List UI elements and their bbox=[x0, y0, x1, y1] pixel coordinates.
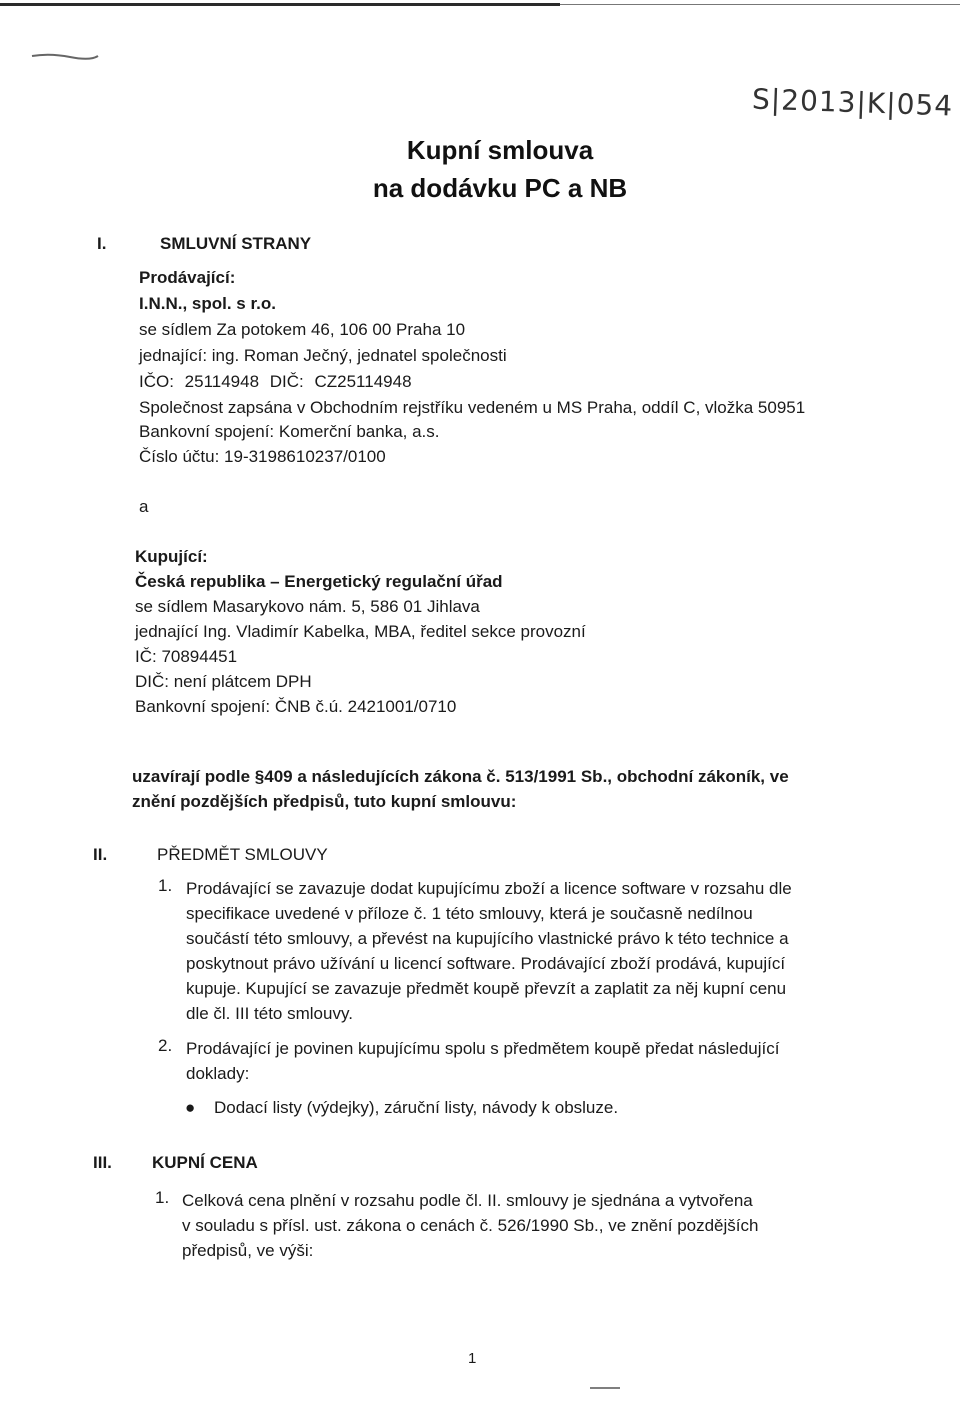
buyer-ic: IČ: 70894451 bbox=[135, 647, 238, 666]
section-3-number: III. bbox=[93, 1153, 112, 1172]
seller-registry: Společnost zapsána v Obchodním rejstříku vedeném u MS Praha, oddíl C, vložka 50951 bbox=[139, 398, 806, 417]
section-2-item-2-text: Prodávající je povinen kupujícímu spolu s předmětem koupě předat následující doklady: bbox=[186, 1039, 780, 1083]
document-title-line-2: na dodávku PC a NB bbox=[372, 173, 628, 203]
conjunction-and: a bbox=[139, 497, 149, 516]
section-2-title: PŘEDMĚT SMLOUVY bbox=[157, 845, 328, 864]
section-2-item-1-text: Prodávající se zavazuje dodat kupujícímu zboží a licence software v rozsahu dle specifikace uvedené v příloze č. 1 této smlouvy, která je současně nedílnou součástí této smlouvy, a převést na kupujícího vlastnické právo k této technice a poskytnout právo užívání u licencí software. Prodávající zboží prodává, kupující kupuje. Kupující se zavazuje předmět koupě převzít a zaplatit za něj kupní cenu dle čl. III této smlouvy. bbox=[186, 879, 792, 1023]
closing-statement-line-1: uzavírají podle §409 a následujících zákona č. 513/1991 Sb., obchodní zákoník, ve bbox=[132, 767, 789, 786]
section-3-title: KUPNÍ CENA bbox=[152, 1153, 258, 1172]
document-title-line-1: Kupní smlouva bbox=[406, 135, 594, 165]
section-2-item-2-number: 2. bbox=[158, 1036, 173, 1055]
seller-ids: IČO: 25114948 DIČ: CZ25114948 bbox=[139, 372, 412, 391]
handwritten-reference-number: S|2013|K|054 bbox=[751, 82, 954, 123]
seller-representative: jednající: ing. Roman Ječný, jednatel společnosti bbox=[139, 346, 507, 365]
scan-artifact-bottom-icon bbox=[590, 1386, 620, 1390]
page-number: 1 bbox=[468, 1350, 477, 1367]
seller-seat: se sídlem Za potokem 46, 106 00 Praha 10 bbox=[139, 320, 466, 339]
section-3-item-1-number: 1. bbox=[155, 1188, 170, 1207]
section-1-number: I. bbox=[97, 234, 107, 253]
buyer-dic: DIČ: není plátcem DPH bbox=[135, 672, 312, 691]
scan-top-border bbox=[0, 3, 560, 6]
buyer-representative: jednající Ing. Vladimír Kabelka, MBA, ředitel sekce provozní bbox=[135, 622, 586, 641]
seller-bank: Bankovní spojení: Komerční banka, a.s. bbox=[139, 422, 440, 441]
seller-label: Prodávající: bbox=[139, 268, 236, 287]
section-1-title: SMLUVNÍ STRANY bbox=[160, 234, 312, 253]
bullet-icon: ● bbox=[185, 1098, 196, 1117]
section-2-number: II. bbox=[93, 845, 108, 864]
section-2-item-1-number: 1. bbox=[158, 876, 173, 895]
buyer-label: Kupující: bbox=[135, 547, 208, 566]
closing-statement-line-2: znění pozdějších předpisů, tuto kupní smlouvu: bbox=[132, 792, 517, 811]
seller-account: Číslo účtu: 19-3198610237/0100 bbox=[139, 447, 386, 466]
scan-top-border-thin bbox=[560, 4, 960, 5]
seller-name: I.N.N., spol. s r.o. bbox=[139, 294, 276, 313]
section-3-item-1-text: Celková cena plnění v rozsahu podle čl. II. smlouvy je sjednána a vytvořena v souladu s přísl. ust. zákona o cenách č. 526/1990 Sb., ve znění pozdějších předpisů, ve výši: bbox=[182, 1191, 759, 1260]
scan-artifact-icon bbox=[30, 52, 100, 60]
buyer-bank: Bankovní spojení: ČNB č.ú. 2421001/0710 bbox=[135, 697, 457, 716]
section-2-bullet-text: Dodací listy (výdejky), záruční listy, návody k obsluze. bbox=[214, 1098, 619, 1117]
buyer-name: Česká republika – Energetický regulační úřad bbox=[135, 572, 503, 591]
buyer-seat: se sídlem Masarykovo nám. 5, 586 01 Jihlava bbox=[135, 597, 480, 616]
